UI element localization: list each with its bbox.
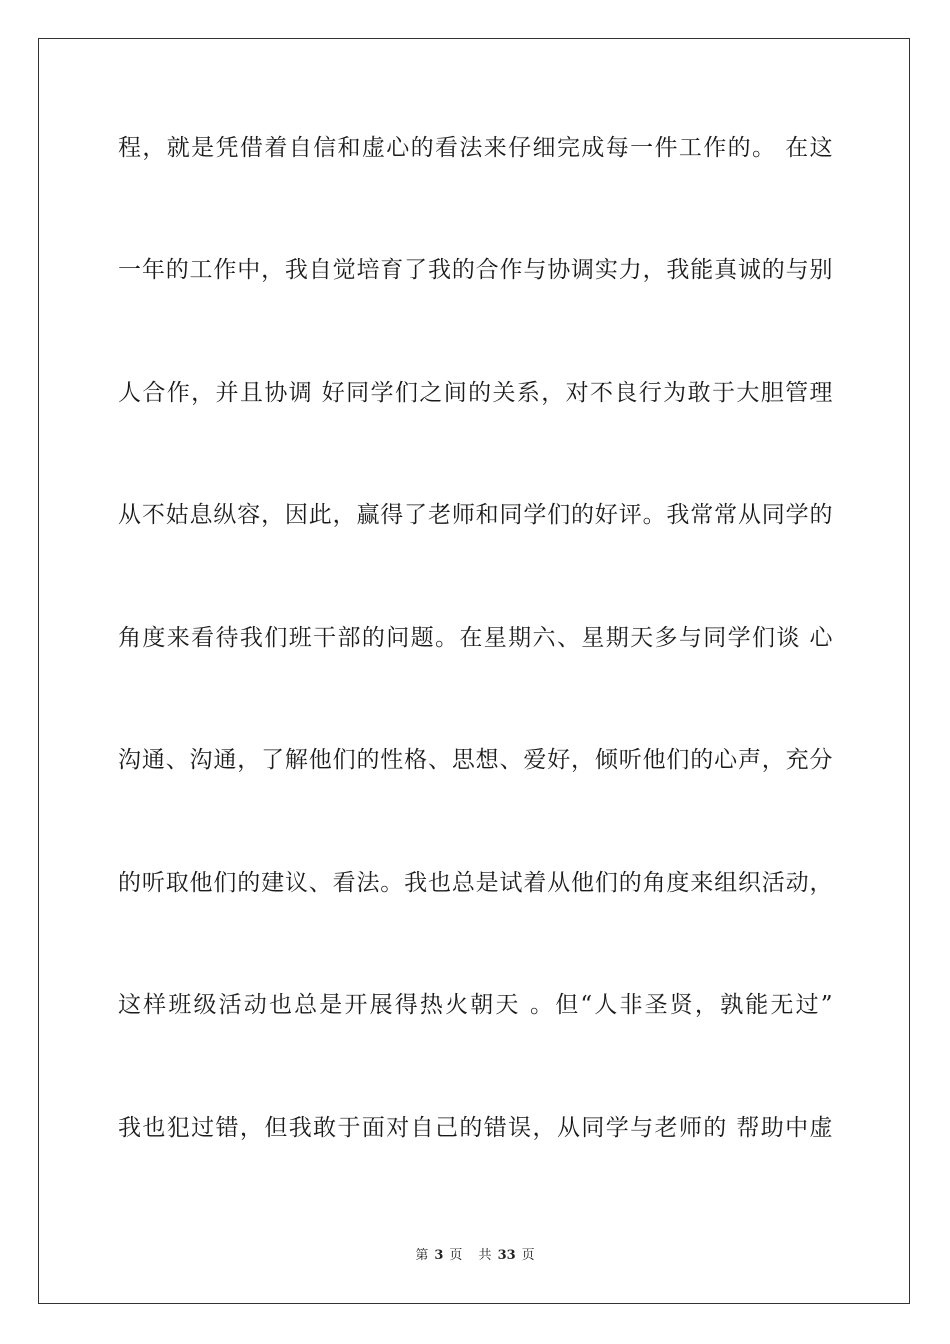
body-line-7: 的听取他们的建议、看法。我也总是试着从他们的角度来组织活动， bbox=[118, 870, 833, 896]
page-indicator bbox=[412, 1248, 465, 1263]
total-prefix: 共 bbox=[478, 1248, 492, 1263]
body-line-3: 人合作，并且协调 好同学们之间的关系，对不良行为敢于大胆管理 bbox=[118, 380, 833, 406]
body-line-2: 一年的工作中，我自觉培育了我的合作与协调实力，我能真诚的与别 bbox=[118, 257, 833, 283]
body-line-5: 角度来看待我们班干部的问题。在星期六、星期天多与同学们谈 心 bbox=[118, 625, 833, 651]
page-footer bbox=[0, 1244, 950, 1263]
body-line-4: 从不姑息纵容，因此，赢得了老师和同学们的好评。我常常从同学的 bbox=[118, 502, 833, 528]
page-number: 3 bbox=[434, 1248, 444, 1263]
total-indicator bbox=[476, 1248, 538, 1263]
body-line-9: 我也犯过错，但我敢于面对自己的错误，从同学与老师的 帮助中虚 bbox=[118, 1115, 833, 1141]
body-line-1: 程，就是凭借着自信和虚心的看法来仔细完成每一件工作的。 在这 bbox=[118, 135, 833, 161]
total-suffix: 页 bbox=[521, 1248, 535, 1263]
body-line-8: 这样班级活动也总是开展得热火朝天 。但“人非圣贤，孰能无过” bbox=[118, 992, 833, 1018]
total-pages: 33 bbox=[497, 1248, 516, 1263]
body-line-6: 沟通、沟通，了解他们的性格、思想、爱好，倾听他们的心声，充分 bbox=[118, 747, 833, 773]
page-suffix: 页 bbox=[449, 1248, 463, 1263]
page-prefix: 第 bbox=[415, 1248, 429, 1263]
